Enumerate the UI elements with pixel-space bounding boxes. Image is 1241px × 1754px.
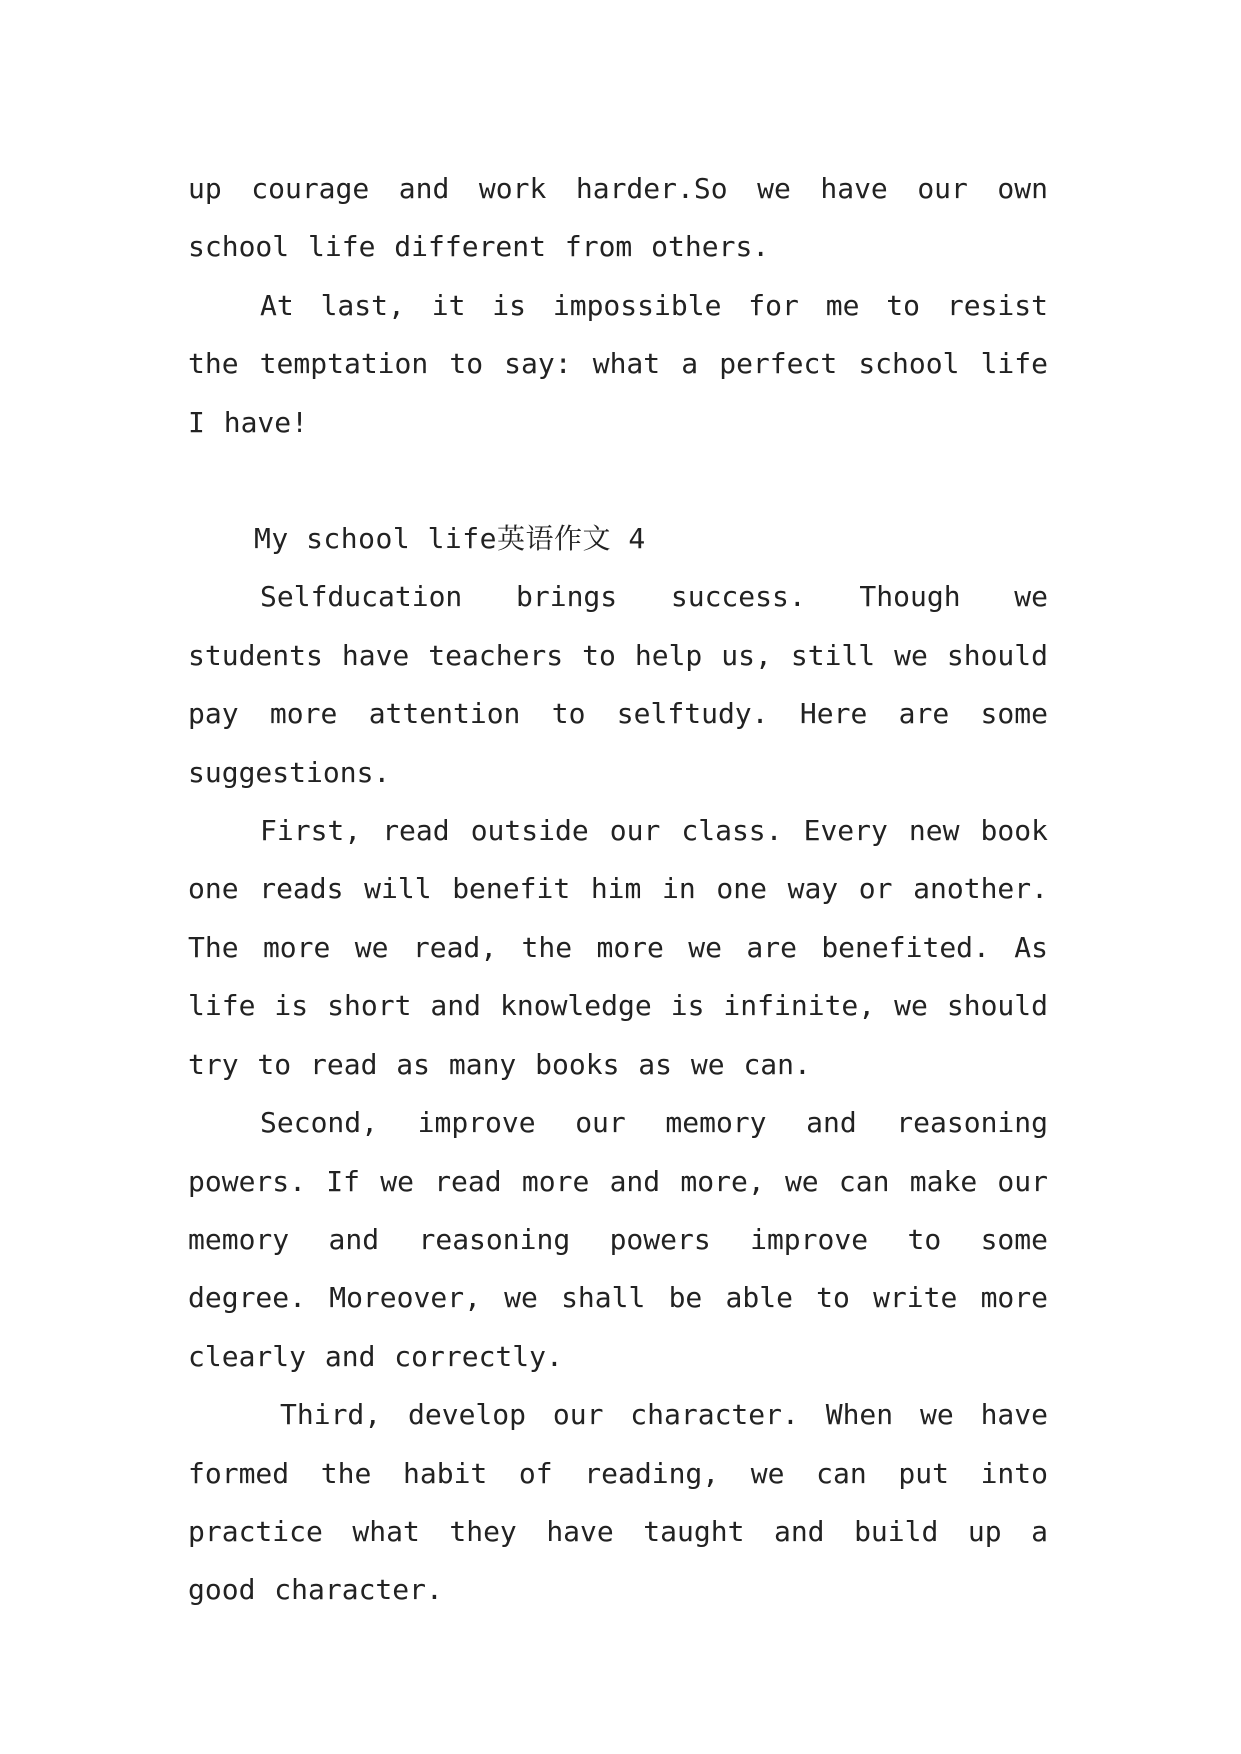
paragraph-intro: Selfducation brings success. Though we students have teachers to help us, still we should pay more attention to selftudy. Here are some suggestions. bbox=[188, 580, 1048, 789]
paragraph-first: First, read outside our class. Every new book one reads will benefit him in one way or another. The more we read, the more we are benefited. As life is short and knowledge is infinite, we should try to read as many books as we can. bbox=[188, 814, 1048, 1081]
essay-heading: My school life英语作文 4 bbox=[254, 522, 646, 556]
document-body bbox=[188, 160, 1048, 1620]
paragraph-second: Second, improve our memory and reasoning powers. If we read more and more, we can make our memory and reasoning powers improve to some degree. Moreover, we shall be able to write more clearly and correctly. bbox=[188, 1106, 1048, 1373]
section-spacer bbox=[188, 452, 1048, 510]
paragraph-conclusion: At last, it is impossible for me to resist the temptation to say: what a perfect school life I have! bbox=[188, 288, 1048, 439]
paragraph-continuation: up courage and work harder.So we have our own school life different from others. bbox=[188, 172, 1048, 264]
paragraph-third: Third, develop our character. When we have formed the habit of reading, we can put into practice what they have taught and build up a good character. bbox=[188, 1398, 1048, 1607]
